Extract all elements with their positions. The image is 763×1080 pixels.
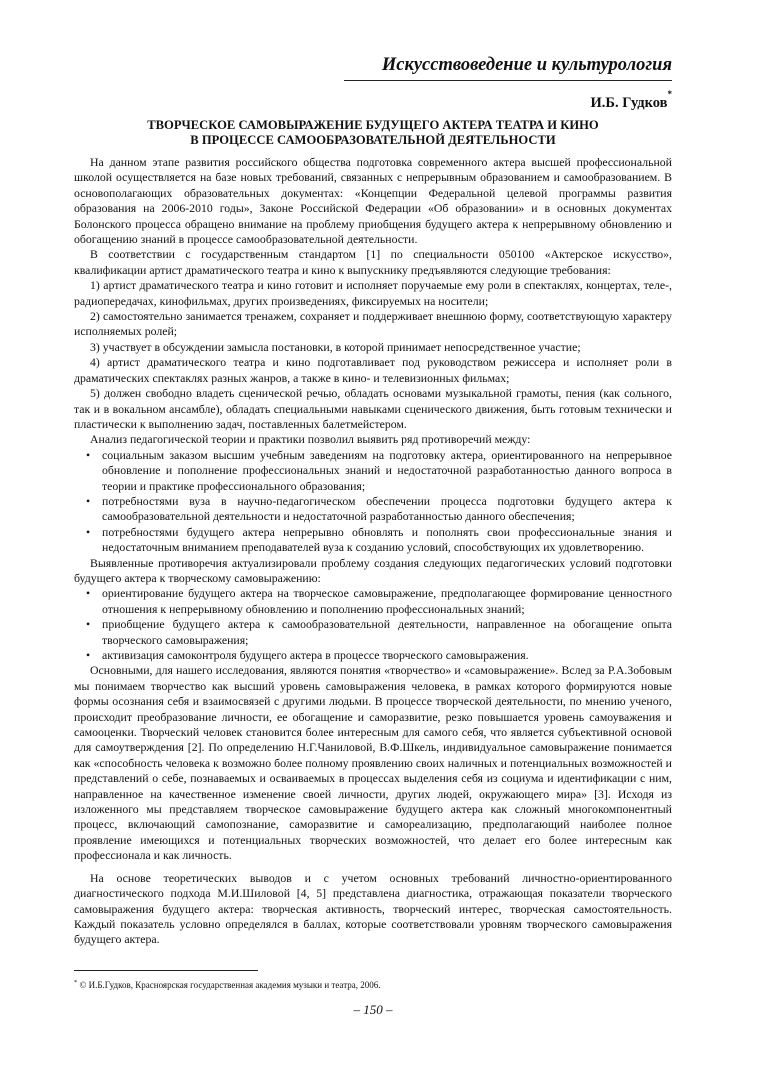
article-title-line-1: ТВОРЧЕСКОЕ САМОВЫРАЖЕНИЕ БУДУЩЕГО АКТЕРА ТЕАТРА И КИНО: [147, 118, 599, 132]
contradictions-list: [74, 448, 672, 556]
footnote-mark: *: [74, 979, 78, 986]
list-item: • потребностями будущего актера непрерывно обновлять и пополнять свои профессиональные знания и недостаточным вниманием преподавателей вуза к созданию условий, способствующих их удовлетворению.: [102, 525, 672, 556]
paragraph: На данном этапе развития российского общества подготовка современного актера высшей профессиональной школой осуществляется на базе новых требований, связанных с непрерывным образованием и самообразованием. В основополагающих образовательных документах: «Концепции Федеральной целевой программы развития образования на 2006-2010 годы», Законе Российской Федерации «Об образовании» и в основных документах Болонского процесса обращено внимание на проблему приобщения будущего актера к непрерывному обновлению и обогащению знаний в процессе самообразовательной деятельности.: [74, 155, 672, 247]
author: [590, 89, 672, 112]
requirement-item: 2) самостоятельно занимается тренажем, сохраняет и поддерживает внешнюю форму, соответствующую характеру исполняемых ролей;: [74, 309, 672, 339]
article-title-line-2: В ПРОЦЕССЕ САМООБРАЗОВАТЕЛЬНОЙ ДЕЯТЕЛЬНОСТИ: [190, 133, 556, 147]
requirement-item: 4) артист драматического театра и кино подготавливает под руководством режиссера и исполняет роли в драматических спектаклях разных жанров, а также в кино- и телевизионных фильмах;: [74, 355, 672, 385]
page-number: – 150 –: [353, 1002, 393, 1017]
author-footnote-mark: *: [667, 89, 672, 99]
header-rule: [344, 80, 672, 81]
requirement-item: 5) должен свободно владеть сценической речью, обладать основами музыкальной грамоты, пения (как сольного, так и в вокальном ансамбле), обладать специальными навыками сценического движения, быть готовым технически и пластически к выполнению задач, поставленных балетмейстером.: [74, 386, 672, 431]
article-body: [74, 155, 672, 948]
section-title: Искусствоведение и культурология: [381, 55, 672, 75]
footnote-text: © И.Б.Гудков, Красноярская государственная академия музыки и театра, 2006.: [77, 980, 381, 990]
author-name: И.Б. Гудков: [590, 94, 668, 111]
list-item: • социальным заказом высшим учебным заведениям на подготовку актера, ориентированного на непрерывное обновление и пополнение профессиональных знаний и недостаточной разработанностью данного вопроса в теории и практике профессионального образования;: [102, 448, 672, 494]
paragraph: В соответствии с государственным стандартом [1] по специальности 050100 «Актерское искусство», квалификации артист драматического театра и кино к выпускнику предъявляются следующие требования:: [74, 247, 672, 277]
paragraph: На основе теоретических выводов и с учетом основных требований личностно-ориентированного диагностического подхода М.И.Шиловой [4, 5] представлена диагностика, отражающая показатели творческого самовыражения будущего актера: творческая активность, творческий интерес, творческая самостоятельность. Каждый показатель условно определялся в баллах, которые соответствовали уровням творческого самовыражения будущего актера.: [74, 870, 672, 947]
list-item: • ориентирование будущего актера на творческое самовыражение, предполагающее формирование ценностного отношения к непрерывному обновлению и пополнению профессиональных знаний;: [102, 586, 672, 617]
paragraph: Выявленные противоречия актуализировали проблему создания следующих педагогических условий подготовки будущего актера к творческому самовыражению:: [74, 555, 672, 585]
footnote: [74, 977, 381, 991]
footnote-rule: [74, 970, 258, 971]
conditions-list: [74, 586, 672, 663]
list-item: • активизация самоконтроля будущего актера в процессе творческого самовыражения.: [102, 648, 672, 663]
paragraph: Основными, для нашего исследования, являются понятия «творчество» и «самовыражение». Вслед за Р.А.Зобовым мы понимаем творчество как высший уровень самовыражения человека, в рамках которого формируются новые формы осознания себя и взаимосвязей с другими людьми. В процессе творческой деятельности, по мнению ученого, происходит преобразование личности, ее обогащение и саморазвитие, резко повышается уровень самоуважения и самооценки. Творческий человек становится более интересным для самого себя, что является субъективной основой для самоутверждения [2]. По определению Н.Г.Чаниловой, В.Ф.Шкель, индивидуальное самовыражение понимается как «способность человека к возможно более полному проявлению своих наличных и потенциальных возможностей и представлений о себе, познаваемых и осваиваемых в процессах выделения себя из социума и идентификации с ним, направленное на качественное изменение своей личности, других людей, окружающего мира» [3]. Исходя из изложенного мы представляем творческое самовыражение будущего актера как сложный многокомпонентный процесс, включающий самопознание, саморазвитие и самореализацию, предполагающий наиболее полное проявление имеющихся и потенциальных творческих возможностей, что делает его более интересным как профессионала и как личность.: [74, 663, 672, 863]
requirement-item: 1) артист драматического театра и кино готовит и исполняет поручаемые ему роли в спектаклях, концертах, теле-, радиопередачах, кинофильмах, других произведениях, фиксируемых на носители;: [74, 278, 672, 308]
requirement-item: 3) участвует в обсуждении замысла постановки, в которой принимает непосредственное участие;: [90, 339, 581, 354]
article-title: [74, 118, 672, 148]
paragraph: Анализ педагогической теории и практики позволил выявить ряд противоречий между:: [90, 432, 531, 447]
list-item: • приобщение будущего актера к самообразовательной деятельности, направленное на обогащение опыта творческого самовыражения;: [102, 617, 672, 648]
list-item: • потребностями вуза в научно-педагогическом обеспечении процесса подготовки будущего актера к самообразовательной деятельности и недостаточной разработанностью данного обеспечения;: [102, 494, 672, 525]
